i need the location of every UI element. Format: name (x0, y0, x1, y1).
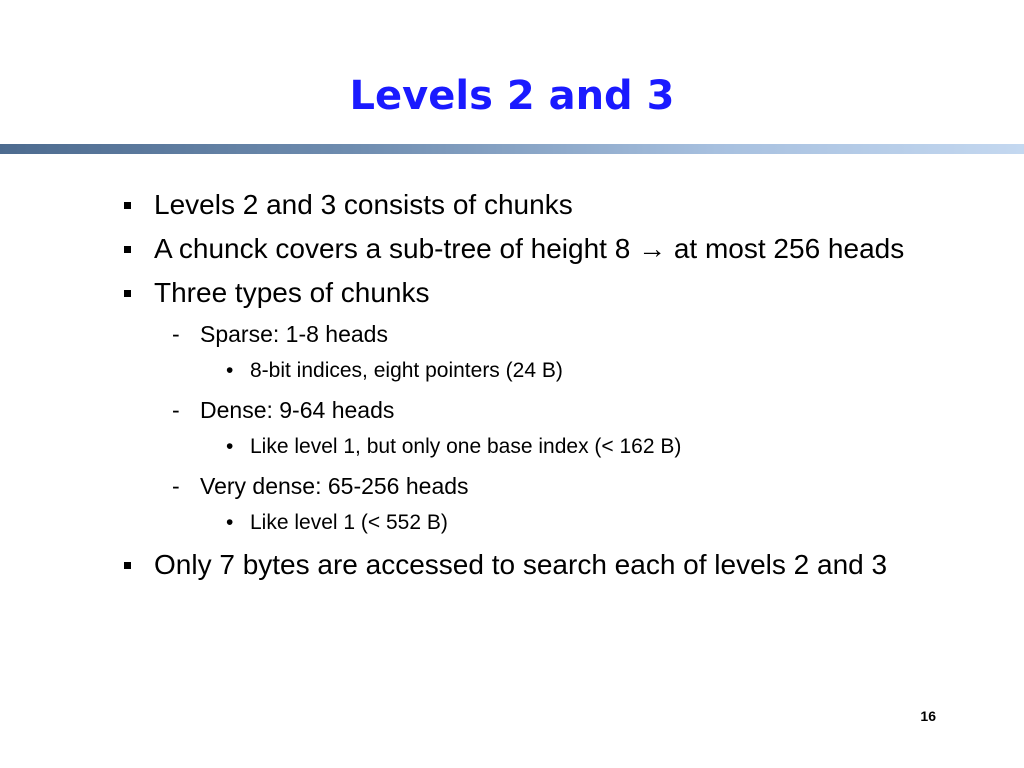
bullet-text: Levels 2 and 3 consists of chunks (154, 189, 573, 220)
slide-content (120, 188, 920, 592)
bullet-text: at most 256 heads (666, 233, 905, 264)
square-bullet-icon (124, 562, 131, 569)
dot-bullet-icon: • (226, 359, 234, 382)
page-number: 16 (920, 708, 936, 724)
bullet-item (120, 548, 920, 581)
square-bullet-icon (124, 290, 131, 297)
sub-bullet-item (120, 396, 920, 424)
detail-bullet-item (120, 358, 920, 384)
sub-bullet-text: Dense: 9-64 heads (200, 397, 395, 423)
dash-bullet-icon: - (172, 397, 180, 423)
dot-bullet-icon: • (226, 511, 234, 534)
dash-bullet-icon: - (172, 473, 180, 499)
bullet-item (120, 232, 920, 265)
bullet-item (120, 188, 920, 221)
detail-bullet-text: Like level 1 (< 552 B) (250, 511, 448, 534)
slide-title: Levels 2 and 3 (349, 73, 675, 119)
detail-bullet-text: 8-bit indices, eight pointers (24 B) (250, 359, 563, 382)
detail-bullet-text: Like level 1, but only one base index (< 162 B) (250, 435, 682, 458)
bullet-item (120, 276, 920, 309)
dot-bullet-icon: • (226, 435, 234, 458)
sub-bullet-item (120, 320, 920, 348)
sub-bullet-text: Very dense: 65-256 heads (200, 473, 469, 499)
bullet-text: A chunck covers a sub-tree of height 8 (154, 233, 639, 264)
detail-bullet-item (120, 434, 920, 460)
detail-bullet-item (120, 510, 920, 536)
bullet-text: Only 7 bytes are accessed to search each of levels 2 and 3 (154, 549, 888, 580)
sub-bullet-item (120, 472, 920, 500)
title-divider (0, 144, 1024, 154)
bullet-text: Three types of chunks (154, 277, 430, 308)
sub-bullet-text: Sparse: 1-8 heads (200, 321, 388, 347)
dash-bullet-icon: - (172, 321, 180, 347)
right-arrow-icon: → (638, 233, 667, 264)
square-bullet-icon (124, 246, 131, 253)
square-bullet-icon (124, 202, 131, 209)
